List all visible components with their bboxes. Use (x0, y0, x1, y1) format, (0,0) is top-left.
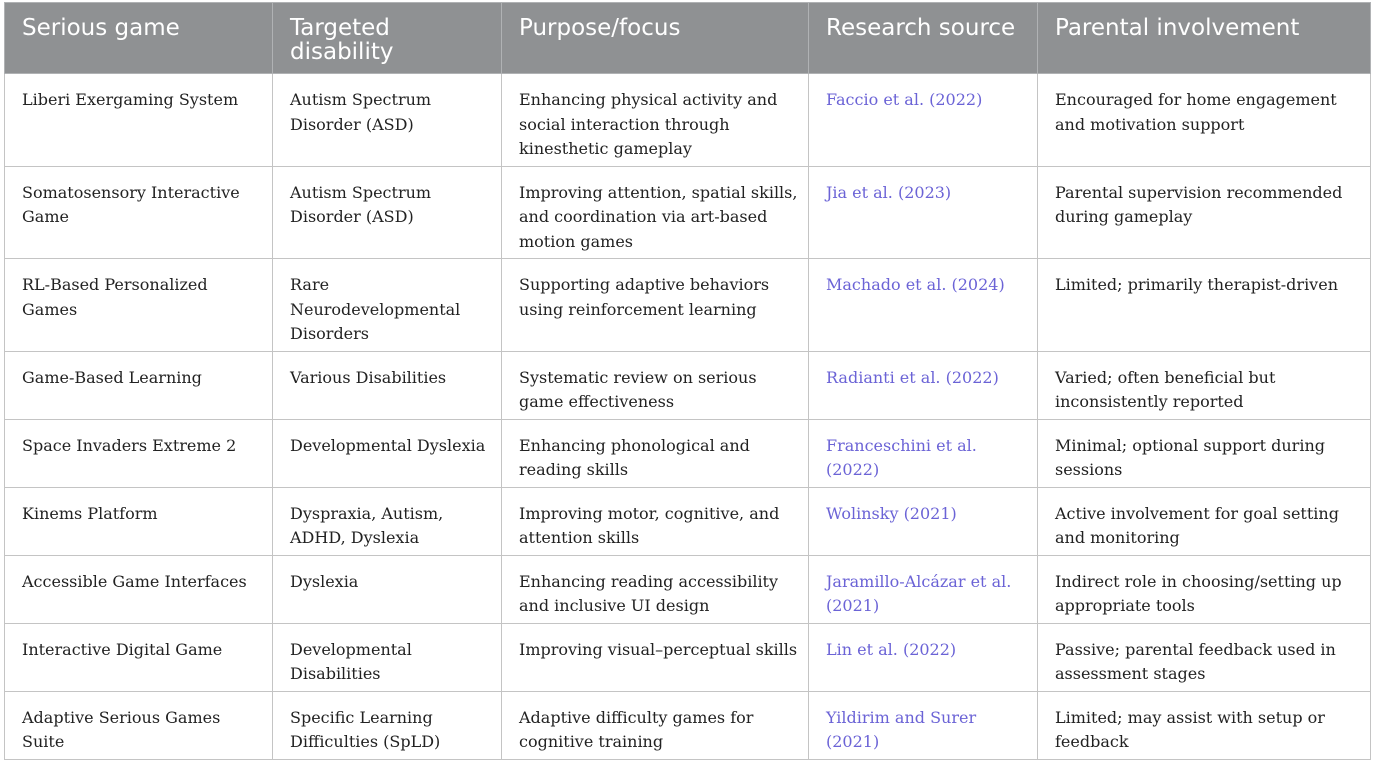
header-purpose-focus: Purpose/focus (502, 3, 809, 74)
table-row (5, 259, 1371, 352)
cell-game: Adaptive Serious Games Suite (5, 691, 273, 759)
cell-parental: Active involvement for goal setting and monitoring (1038, 487, 1371, 555)
cell-parental: Passive; parental feedback used in assessment stages (1038, 623, 1371, 691)
table-row (5, 691, 1371, 759)
cell-game: Kinems Platform (5, 487, 273, 555)
cell-disability: Developmental Disabilities (273, 623, 502, 691)
cell-game: Space Invaders Extreme 2 (5, 419, 273, 487)
cell-purpose: Adaptive difficulty games for cognitive training (502, 691, 809, 759)
cell-purpose: Enhancing physical activity and social interaction through kinesthetic gameplay (502, 74, 809, 167)
header-research-source: Research source (809, 3, 1038, 74)
header-row (5, 3, 1371, 74)
research-source-link[interactable]: Jaramillo-Alcázar et al. (2021) (809, 555, 1038, 623)
research-source-link[interactable]: Jia et al. (2023) (809, 166, 1038, 259)
cell-disability: Specific Learning Difficulties (SpLD) (273, 691, 502, 759)
cell-disability: Rare Neurodevelopmental Disorders (273, 259, 502, 352)
table-row (5, 74, 1371, 167)
research-source-link[interactable]: Yildirim and Surer (2021) (809, 691, 1038, 759)
header-targeted-disability: Targeted disability (273, 3, 502, 74)
cell-purpose: Systematic review on serious game effectiveness (502, 351, 809, 419)
cell-game: Liberi Exergaming System (5, 74, 273, 167)
research-source-link[interactable]: Wolinsky (2021) (809, 487, 1038, 555)
cell-purpose: Improving motor, cognitive, and attention skills (502, 487, 809, 555)
table-row (5, 419, 1371, 487)
serious-games-table (4, 2, 1371, 760)
cell-game: RL-Based Personalized Games (5, 259, 273, 352)
header-serious-game: Serious game (5, 3, 273, 74)
cell-parental: Indirect role in choosing/setting up appropriate tools (1038, 555, 1371, 623)
research-source-link[interactable]: Franceschini et al. (2022) (809, 419, 1038, 487)
cell-parental: Minimal; optional support during sessions (1038, 419, 1371, 487)
cell-disability: Developmental Dyslexia (273, 419, 502, 487)
table-row (5, 166, 1371, 259)
table-row (5, 487, 1371, 555)
cell-disability: Autism Spectrum Disorder (ASD) (273, 166, 502, 259)
header-parental-involvement: Parental involvement (1038, 3, 1371, 74)
cell-parental: Encouraged for home engagement and motivation support (1038, 74, 1371, 167)
cell-parental: Limited; primarily therapist-driven (1038, 259, 1371, 352)
cell-purpose: Improving attention, spatial skills, and coordination via art-based motion games (502, 166, 809, 259)
research-source-link[interactable]: Lin et al. (2022) (809, 623, 1038, 691)
cell-parental: Varied; often beneficial but inconsistently reported (1038, 351, 1371, 419)
cell-game: Interactive Digital Game (5, 623, 273, 691)
cell-purpose: Supporting adaptive behaviors using reinforcement learning (502, 259, 809, 352)
cell-purpose: Enhancing phonological and reading skills (502, 419, 809, 487)
cell-game: Game-Based Learning (5, 351, 273, 419)
cell-game: Somatosensory Interactive Game (5, 166, 273, 259)
table-row (5, 623, 1371, 691)
table-row (5, 351, 1371, 419)
cell-disability: Various Disabilities (273, 351, 502, 419)
cell-purpose: Improving visual–perceptual skills (502, 623, 809, 691)
cell-parental: Parental supervision recommended during gameplay (1038, 166, 1371, 259)
cell-disability: Autism Spectrum Disorder (ASD) (273, 74, 502, 167)
cell-game: Accessible Game Interfaces (5, 555, 273, 623)
cell-disability: Dyslexia (273, 555, 502, 623)
research-source-link[interactable]: Radianti et al. (2022) (809, 351, 1038, 419)
cell-parental: Limited; may assist with setup or feedback (1038, 691, 1371, 759)
cell-disability: Dyspraxia, Autism, ADHD, Dyslexia (273, 487, 502, 555)
research-source-link[interactable]: Machado et al. (2024) (809, 259, 1038, 352)
cell-purpose: Enhancing reading accessibility and inclusive UI design (502, 555, 809, 623)
table-row (5, 555, 1371, 623)
research-source-link[interactable]: Faccio et al. (2022) (809, 74, 1038, 167)
